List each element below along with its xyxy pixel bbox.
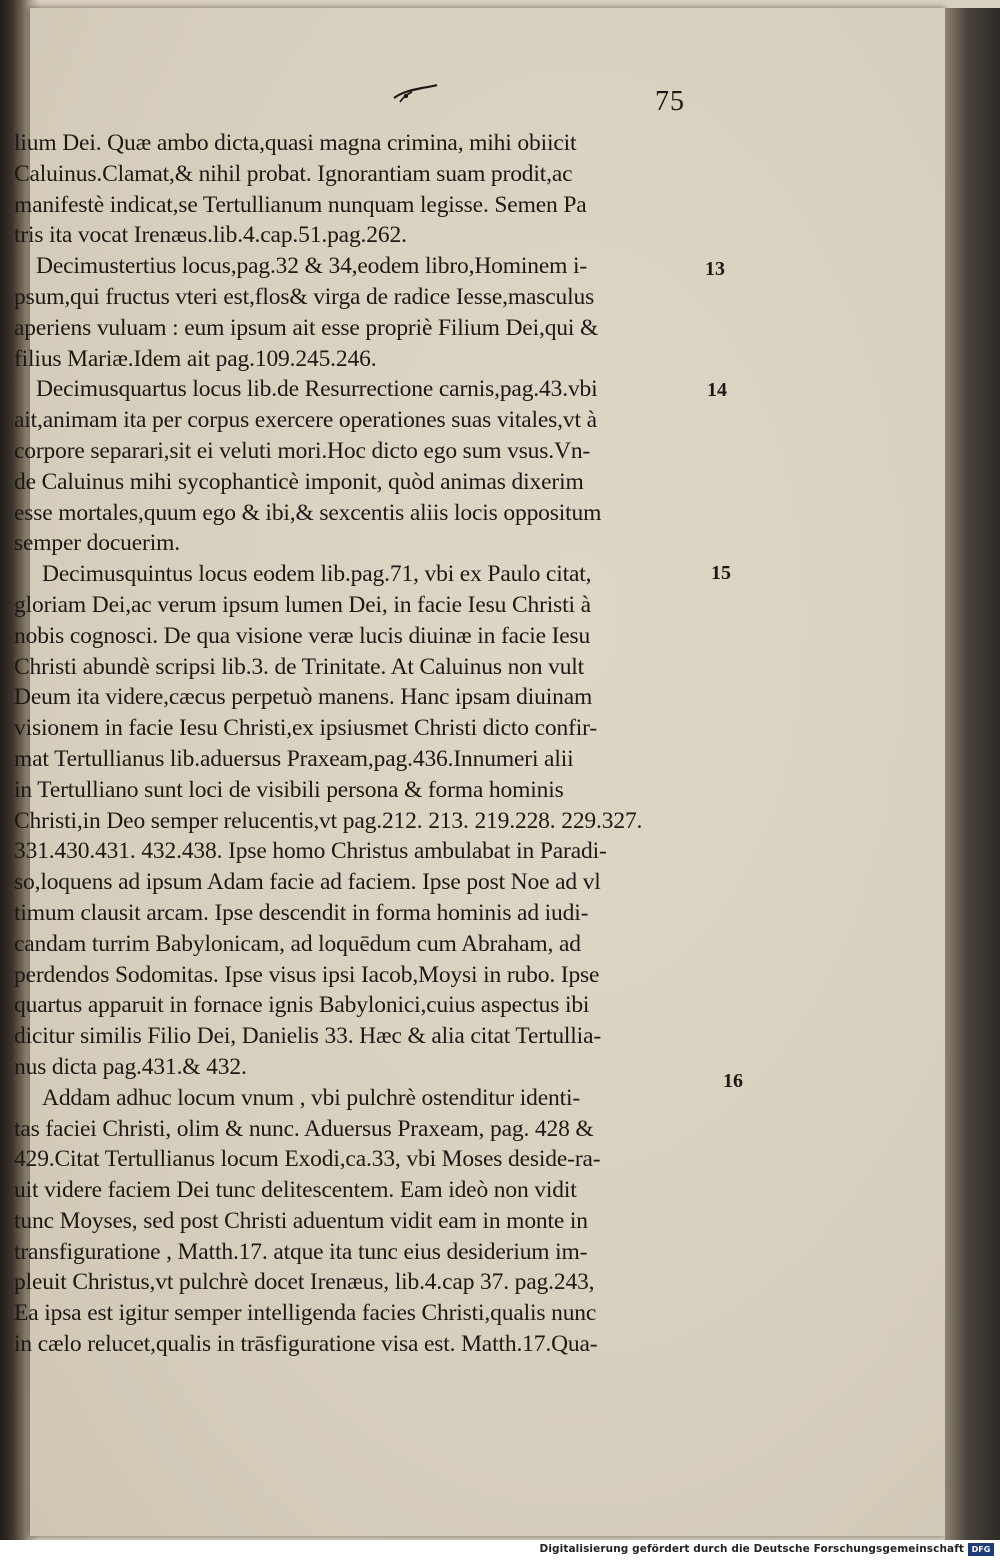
funding-credit: Digitalisierung gefördert durch die Deutsche Forschungsgemeinschaft [539, 1543, 964, 1555]
margin-note-16: 16 [723, 1070, 743, 1092]
text-line: nus dicta pag.431.& 432. [14, 1053, 247, 1080]
text-line: esse mortales,quum ego & ibi,& sexcentis aliis locis oppositum [14, 499, 602, 526]
text-line: Addam adhuc locum vnum , vbi pulchrè ostenditur identi- [42, 1084, 581, 1111]
text-line: perdendos Sodomitas. Ipse visus ipsi Iacob,Moysi in rubo. Ipse [14, 961, 600, 988]
text-line: uit videre faciem Dei tunc delitescentem. Eam ideò non vidit [14, 1177, 577, 1204]
text-line: Christi,in Deo semper relucentis,vt pag.212. 213. 219.228. 229.327. [14, 807, 643, 834]
text-line: lium Dei. Quæ ambo dicta,quasi magna crimina, mihi obiicit [14, 130, 577, 156]
text-line: tas faciei Christi, olim & nunc. Aduersus Praxeam, pag. 428 & [14, 1115, 594, 1142]
text-line: manifestè indicat,se Tertullianum nunquam legisse. Semen Pa [14, 191, 587, 218]
text-line: in Tertulliano sunt loci de visibili persona & forma hominis [14, 776, 564, 803]
page-number: 75 [655, 86, 685, 117]
text-line: visionem in facie Iesu Christi,ex ipsiusmet Christi dicto confir- [14, 715, 598, 742]
text-line: so,loquens ad ipsum Adam facie ad faciem. Ipse post Noe ad vl [14, 869, 601, 896]
text-line: transfiguratione , Matth.17. atque ita tunc eius desiderium im- [14, 1238, 588, 1265]
text-line: Decimustertius locus,pag.32 & 34,eodem libro,Hominem i- [36, 253, 588, 280]
text-line: Decimusquintus locus eodem lib.pag.71, vbi ex Paulo citat, [42, 561, 592, 588]
margin-note-15: 15 [711, 562, 731, 584]
text-line: Ea ipsa est igitur semper intelligenda facies Christi,qualis nunc [14, 1300, 597, 1327]
text-line: Caluinus.Clamat,& nihil probat. Ignorantiam suam prodit,ac [14, 160, 573, 187]
dfg-logo-icon: DFG [968, 1543, 994, 1556]
text-line: ait,animam ita per corpus exercere operationes suas vitales,vt à [14, 407, 597, 434]
text-line: Christi abundè scripsi lib.3. de Trinitate. At Caluinus non vult [14, 653, 585, 680]
text-line: filius Mariæ.Idem ait pag.109.245.246. [14, 345, 377, 372]
text-line: quartus apparuit in fornace ignis Babylonici,cuius aspectus ibi [14, 992, 590, 1019]
margin-note-13: 13 [705, 258, 725, 280]
text-line: Deum ita videre,cæcus perpetuò manens. Hanc ipsam diuinam [14, 684, 593, 711]
printer-ornament-icon [392, 82, 438, 106]
text-line: semper docuerim. [14, 530, 180, 557]
text-line: psum,qui fructus vteri est,flos& virga de radice Iesse,masculus [14, 283, 595, 310]
digitization-footer [0, 1540, 1000, 1560]
text-line: candam turrim Babylonicam, ad loquēdum cum Abraham, ad [14, 930, 581, 957]
page-edge-shadow [945, 8, 1000, 1540]
text-line: in cælo relucet,qualis in trāsfiguratione visa est. Matth.17.Qua- [14, 1331, 598, 1358]
text-line: gloriam Dei,ac verum ipsum lumen Dei, in facie Iesu Christi à [14, 591, 591, 618]
text-line: timum clausit arcam. Ipse descendit in forma hominis ad iudi- [14, 899, 589, 926]
page-body-text [14, 128, 714, 1360]
text-line: 331.430.431. 432.438. Ipse homo Christus ambulabat in Paradi- [14, 838, 607, 865]
margin-note-14: 14 [707, 379, 727, 401]
text-line: nobis cognosci. De qua visione veræ lucis diuinæ in facie Iesu [14, 622, 591, 649]
text-line: tunc Moyses, sed post Christi aduentum vidit eam in monte in [14, 1207, 588, 1234]
text-line: tris ita vocat Irenæus.lib.4.cap.51.pag.262. [14, 222, 407, 249]
text-line: pleuit Christus,vt pulchrè docet Irenæus, lib.4.cap 37. pag.243, [14, 1269, 595, 1296]
text-line: aperiens vuluam : eum ipsum ait esse propriè Filium Dei,qui & [14, 314, 599, 341]
text-line: de Caluinus mihi sycophanticè imponit, quòd animas dixerim [14, 468, 584, 495]
text-line: dicitur similis Filio Dei, Danielis 33. Hæc & alia citat Tertullia- [14, 1023, 602, 1050]
text-line: 429.Citat Tertullianus locum Exodi,ca.33, vbi Moses deside-ra- [14, 1146, 601, 1173]
text-line: Decimusquartus locus lib.de Resurrectione carnis,pag.43.vbi [36, 376, 598, 403]
text-line: mat Tertullianus lib.aduersus Praxeam,pag.436.Innumeri alii [14, 745, 574, 772]
text-line: corpore separari,sit ei veluti mori.Hoc dicto ego sum vsus.Vn- [14, 437, 591, 464]
